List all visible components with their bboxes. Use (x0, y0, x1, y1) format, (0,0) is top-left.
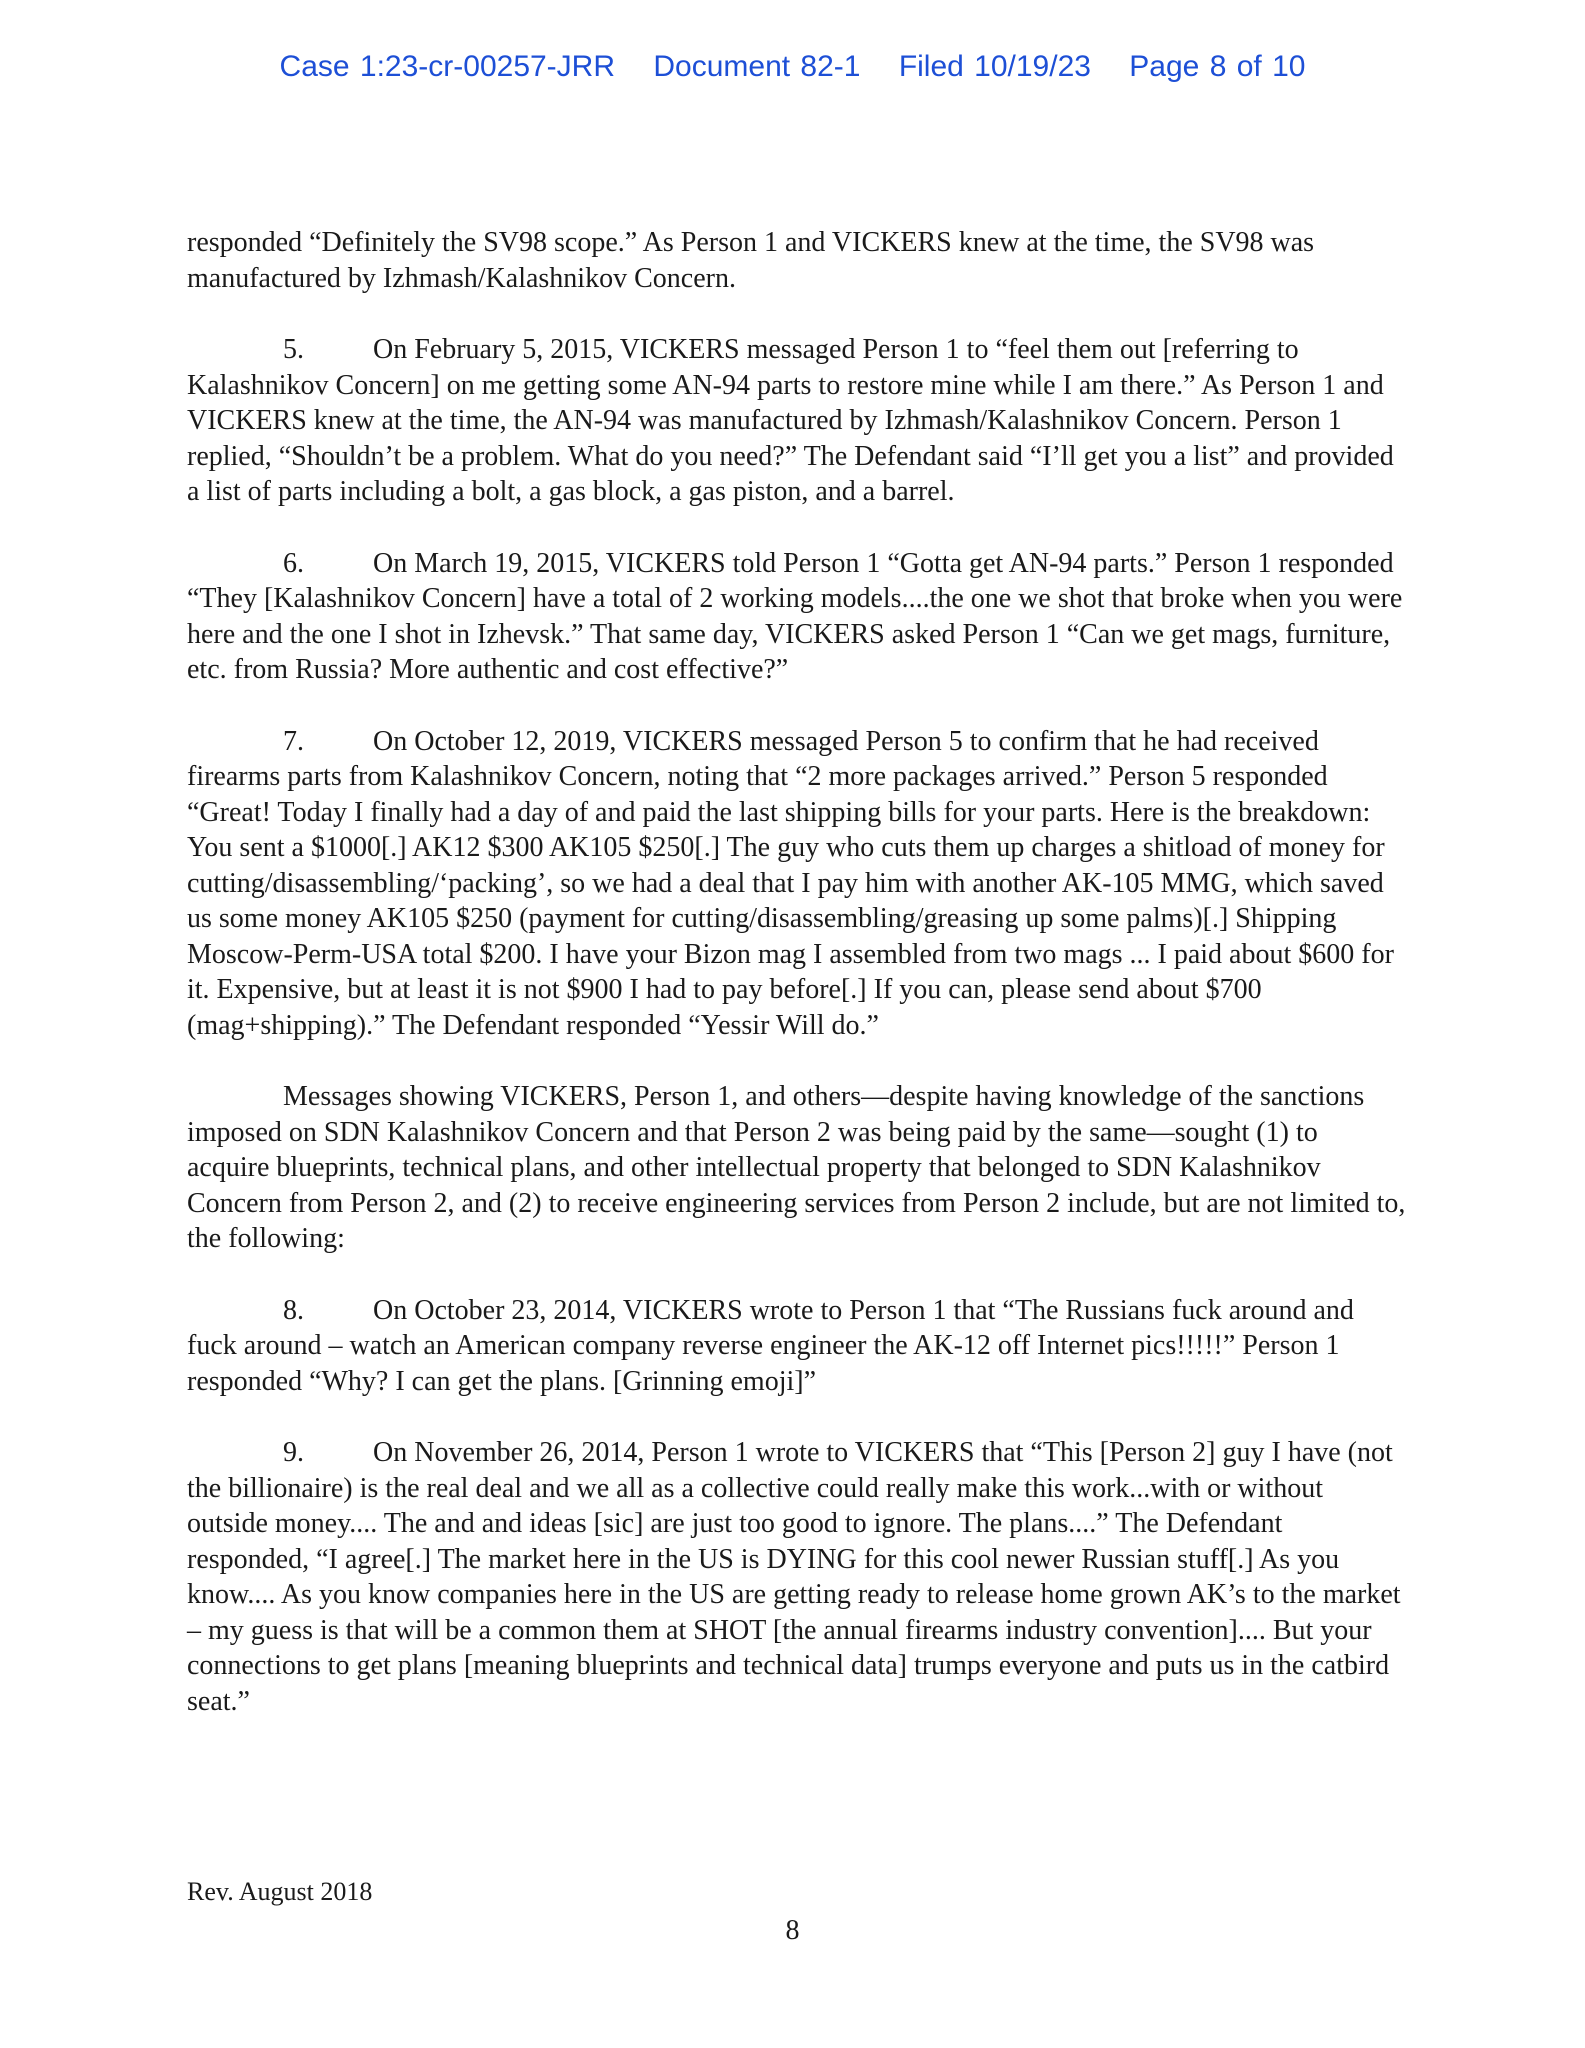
page-indicator: Page 8 of 10 (1129, 50, 1306, 83)
case-number: Case 1:23-cr-00257-JRR (279, 50, 616, 83)
paragraph-text: On November 26, 2014, Person 1 wrote to VICKERS that “This [Person 2] guy I have (not the billionaire) is the real deal and we all as a collective could really make this work...with or without outside money.... The and and ideas [sic] are just too good to ignore. The plans....” The Defendant responded, “I agree[.] The market here in the US is DYING for this cool newer Russian stuff[.] As you know.... As you know companies here in the US are getting ready to release home grown AK’s to the market – my guess is that will be a common them at SHOT [the annual firearms industry convention].... But your connections to get plans [meaning blueprints and technical data] trumps everyone and puts us in the catbird seat.” (187, 1437, 1401, 1717)
paragraph-8 (187, 1293, 1407, 1400)
paragraph-text: On March 19, 2015, VICKERS told Person 1 “Gotta get AN-94 parts.” Person 1 responded “They [Kalashnikov Concern] have a total of 2 working models....the one we shot that broke when you were here and the one I shot in Izhevsk.” That same day, VICKERS asked Person 1 “Can we get mags, furniture, etc. from Russia? More authentic and cost effective?” (187, 547, 1403, 685)
paragraph-number: 6. (283, 547, 304, 579)
document-number: Document 82-1 (653, 50, 861, 83)
paragraph-text: On October 23, 2014, VICKERS wrote to Person 1 that “The Russians fuck around and fuck around – watch an American company reverse engineer the AK-12 off Internet pics!!!!!” Person 1 responded “Why? I can get the plans. [Grinning emoji]” (187, 1294, 1354, 1397)
page-number: 8 (785, 1915, 800, 1946)
paragraph-messages-intro: Messages showing VICKERS, Person 1, and others—despite having knowledge of the sanctions imposed on SDN Kalashnikov Concern and that Person 2 was being paid by the same—sought (1) to acquire blueprints, technical plans, and other intellectual property that belonged to SDN Kalashnikov Concern from Person 2, and (2) to receive engineering services from Person 2 include, but are not limited to, the following: (187, 1081, 1406, 1254)
revision-note: Rev. August 2018 (187, 1877, 373, 1906)
paragraph-text: On October 12, 2019, VICKERS messaged Person 5 to confirm that he had received firearms parts from Kalashnikov Concern, noting that “2 more packages arrived.” Person 5 responded “Great! Today I finally had a day of and paid the last shipping bills for your parts. Here is the breakdown: You sent a $1000[.] AK12 $300 AK105 $250[.] The guy who cuts them up charges a shitload of money for cutting/disassembling/‘packing’, so we had a deal that I pay him with another AK-105 MMG, which saved us some money AK105 $250 (payment for cutting/disassembling/greasing up some palms)[.] Shipping Moscow-Perm-USA total $200. I have your Bizon mag I assembled from two mags ... I paid about $600 for it. Expensive, but at least it is not $900 I had to pay before[.] If you can, please send about $700 (mag+shipping).” The Defendant responded “Yessir Will do.” (187, 725, 1394, 1041)
paragraph-number: 9. (283, 1437, 304, 1468)
paragraph-6 (187, 546, 1407, 688)
case-header (0, 50, 1585, 84)
paragraph-text: On February 5, 2015, VICKERS messaged Person 1 to “feel them out [referring to Kalashnikov Concern] on me getting some AN-94 parts to restore mine while I am there.” As Person 1 and VICKERS knew at the time, the AN-94 was manufactured by Izhmash/Kalashnikov Concern. Person 1 replied, “Shouldn’t be a problem. What do you need?” The Defendant said “I’ll get you a list” and provided a list of parts including a bolt, a gas block, a gas piston, and a barrel. (187, 334, 1394, 507)
paragraph-7 (187, 724, 1407, 1044)
paragraph-number: 7. (283, 725, 304, 757)
paragraph-9 (187, 1435, 1407, 1719)
paragraph-number: 5. (283, 334, 304, 365)
paragraph-continuation: responded “Definitely the SV98 scope.” As Person 1 and VICKERS knew at the time, the SV98 was manufactured by Izhmash/Kalashnikov Concern. (187, 227, 1315, 294)
filed-date: Filed 10/19/23 (898, 50, 1091, 83)
paragraph-number: 8. (283, 1294, 304, 1326)
document-body (187, 225, 1407, 1755)
paragraph-5 (187, 332, 1407, 510)
